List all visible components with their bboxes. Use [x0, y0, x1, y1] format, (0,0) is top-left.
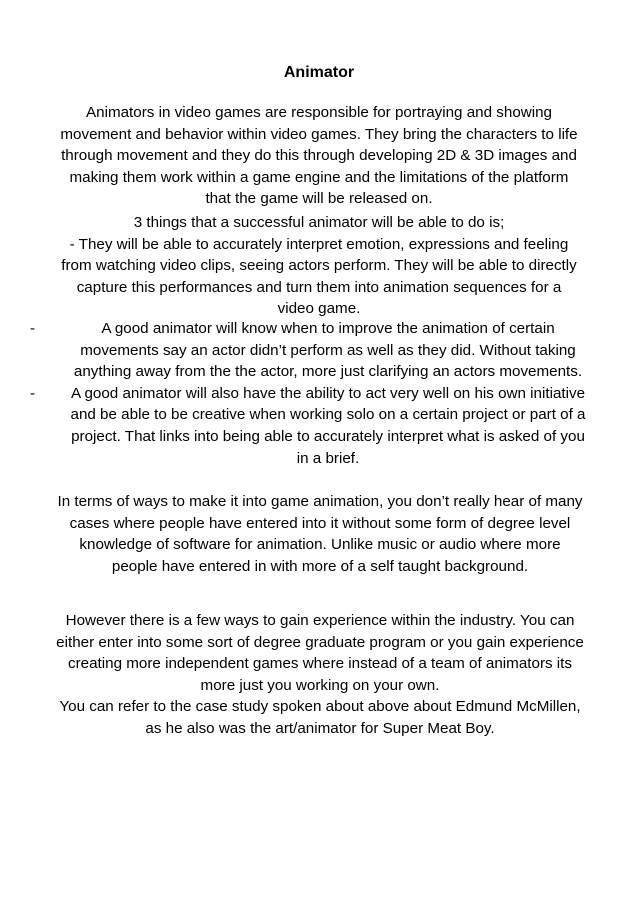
- case-study-paragraph: You can refer to the case study spoken about above about Edmund McMillen, as he also was the art/animator for Super Meat Boy.: [59, 698, 581, 737]
- things-section: [60, 212, 578, 320]
- bullet-item: [30, 318, 590, 383]
- document-title: Animator: [283, 64, 355, 81]
- experience-paragraph: However there is a few ways to gain experience within the industry. You can either enter into some sort of degree graduate program or you gain experience creating more independent games where instead of a team of animators its more just you working on your own.: [56, 612, 584, 694]
- ways-paragraph: In terms of ways to make it into game animation, you don’t really hear of many cases where people have entered into it without some form of degree level knowledge of software for animation. Unlike music or audio where more people have entered in with more of a self taught background.: [57, 493, 583, 575]
- bullet-text: A good animator will also have the ability to act very well on his own initiative and be able to be creative when working solo on a certain project or part of a project. That links into being able to accurately interpret what is asked of you in a brief.: [70, 384, 586, 467]
- things-intro: 3 things that a successful animator will be able to do is;: [133, 214, 505, 231]
- bullet-item: [30, 383, 590, 469]
- intro-paragraph: Animators in video games are responsible for portraying and showing movement and behavior within video games. They bring the characters to life through movement and they do this through developing 2D & 3D images and making them work within a game engine and the limitations of the platform that the game will be released on.: [60, 104, 578, 208]
- bullet-dash: -: [30, 384, 36, 402]
- bullet-text: A good animator will know when to improve the animation of certain movements say an actor didn’t perform as well as they did. Without taking anything away from the the actor, more just clarifying an actors movements.: [73, 320, 583, 381]
- thing-1-paragraph: - They will be able to accurately interpret emotion, expressions and feeling from watching video clips, seeing actors perform. They will be able to directly capture this performances and turn them into animation sequences for a video game.: [61, 235, 577, 318]
- experience-section: [56, 610, 584, 740]
- bullet-dash: -: [30, 320, 36, 337]
- bullet-list: [30, 318, 590, 469]
